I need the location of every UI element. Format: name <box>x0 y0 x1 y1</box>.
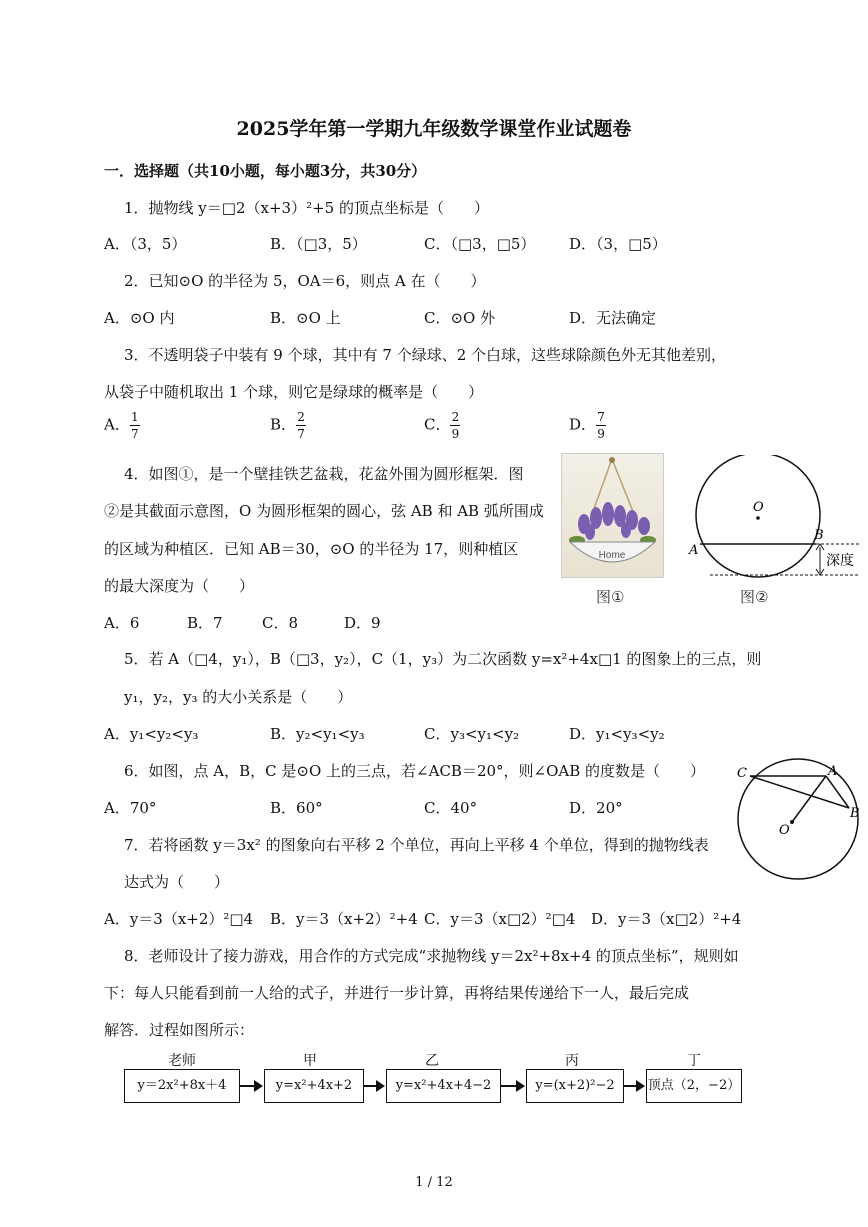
question-4-line4: 的最大深度为（ ） <box>104 577 255 595</box>
circle-cross-section-diagram <box>680 455 865 580</box>
flow-label-ding: 丁 <box>687 1053 701 1069</box>
q1-option-c: C．（□3，□5） <box>424 235 536 253</box>
q1-option-d: D．（3，□5） <box>569 235 667 253</box>
q6-option-a: A．70° <box>104 799 157 817</box>
question-8-line2: 下：每人只能看到前一人给的式子，并进行一步计算，再将结果传递给下一人，最后完成 <box>104 984 690 1002</box>
q7-option-c: C．y＝3（x□2）²□4 <box>424 910 576 928</box>
q7-option-b: B．y＝3（x+2）²+4 <box>270 910 418 928</box>
question-2-stem: 2．已知⊙O 的半径为 5，OA＝6，则点 A 在（ ） <box>124 272 486 290</box>
q5-option-c: C．y₃<y₁<y₂ <box>424 725 520 743</box>
q4-option-b: B．7 <box>187 614 223 632</box>
q6-circle-diagram <box>728 758 866 882</box>
center-label: O <box>753 500 764 515</box>
q6-option-b: B．60° <box>270 799 323 817</box>
question-8-line3: 解答．过程如图所示： <box>104 1021 255 1039</box>
q7-option-d: D．y＝3（x□2）²+4 <box>591 910 742 928</box>
q5-option-d: D．y₁<y₃<y₂ <box>569 725 665 743</box>
potted-plant-illustration <box>562 454 663 577</box>
question-7-line2: 达式为（ ） <box>124 873 230 891</box>
flow-arrow-2 <box>364 1085 383 1087</box>
q2-option-d: D．无法确定 <box>569 309 657 327</box>
question-1-stem: 1．抛物线 y＝□2（x+3）²+5 的顶点坐标是（ ） <box>124 199 489 217</box>
q5-option-a: A．y₁<y₂<y₃ <box>104 725 199 743</box>
flow-label-bing: 丙 <box>565 1053 579 1069</box>
point-o-label: O <box>779 823 790 838</box>
question-7-line1: 7．若将函数 y＝3x² 的图象向右平移 2 个单位，再向上平移 4 个单位，得到的抛物线表 <box>124 836 709 854</box>
depth-label: 深度 <box>826 553 854 569</box>
section-heading: 一．选择题（共10小题，每小题3分，共30分） <box>104 162 427 180</box>
point-a-label: A <box>828 764 838 779</box>
q4-option-c: C．8 <box>262 614 299 632</box>
question-3-stem-line1: 3．不透明袋子中装有 9 个球，其中有 7 个绿球、2 个白球，这些球除颜色外无其他差别， <box>124 346 727 364</box>
q4-option-d: D．9 <box>344 614 381 632</box>
q2-option-b: B．⊙O 上 <box>270 309 341 327</box>
flow-box-yi: y=x²+4x+4−2 <box>386 1069 501 1103</box>
question-5-line2: y₁，y₂，y₃ 的大小关系是（ ） <box>124 688 353 706</box>
figure-1-caption: 图① <box>596 588 625 606</box>
flow-arrow-4 <box>624 1085 643 1087</box>
question-4-line3: 的区域为种植区．已知 AB＝30，⊙O 的半径为 17，则种植区 <box>104 540 519 558</box>
potted-plant-photo <box>561 453 664 578</box>
question-3-stem-line2: 从袋子中随机取出 1 个球，则它是绿球的概率是（ ） <box>104 383 484 401</box>
point-b-label: B <box>850 806 860 821</box>
q3-option-d: D． $\frac{7}{9}$ <box>569 410 605 441</box>
q4-option-a: A．6 <box>104 614 140 632</box>
flow-arrow-1 <box>240 1085 261 1087</box>
point-b-label: B <box>814 528 824 543</box>
point-c-label: C <box>737 766 747 781</box>
q3-option-b: B． $\frac{2}{7}$ <box>270 410 305 441</box>
q2-option-a: A．⊙O 内 <box>104 309 175 327</box>
flow-box-ding: 顶点（2，−2） <box>646 1069 742 1103</box>
question-5-line1: 5．若 A（□4，y₁），B（□3，y₂），C（1，y₃）为二次函数 y=x²+4x□1 的图象上的三点，则 <box>124 650 762 668</box>
flow-label-yi: 乙 <box>425 1053 439 1069</box>
q5-option-b: B．y₂<y₁<y₃ <box>270 725 365 743</box>
figure-2-caption: 图② <box>740 588 769 606</box>
flow-label-teacher: 老师 <box>168 1053 196 1069</box>
q1-option-a: A．（3，5） <box>104 235 187 253</box>
q6-option-c: C．40° <box>424 799 478 817</box>
q1-option-b: B．（□3，5） <box>270 235 367 253</box>
pot-text: Home <box>598 550 626 561</box>
question-8-line1: 8．老师设计了接力游戏，用合作的方式完成“求抛物线 y＝2x²+8x+4 的顶点坐标”，规则如 <box>124 947 739 965</box>
q2-option-c: C．⊙O 外 <box>424 309 496 327</box>
page-number: 1 / 12 <box>415 1175 453 1190</box>
flow-box-jia: y=x²+4x+2 <box>264 1069 364 1103</box>
page-title: 2025学年第一学期九年级数学课堂作业试题卷 <box>236 118 632 140</box>
q3-option-a: A． $\frac{1}{7}$ <box>104 410 139 441</box>
flow-arrow-3 <box>501 1085 523 1087</box>
point-a-label: A <box>689 543 699 558</box>
frame-circle <box>696 455 820 577</box>
flow-box-bing: y=(x+2)²−2 <box>526 1069 624 1103</box>
question-6-stem: 6．如图，点 A，B，C 是⊙O 上的三点，若∠ACB＝20°，则∠OAB 的度数是（ ） <box>124 762 706 780</box>
question-4-line2: ②是其截面示意图，O 为圆形框架的圆心，弦 AB 和 AB 弧所围成 <box>104 502 544 520</box>
question-4-line1: 4．如图①，是一个壁挂铁艺盆栽，花盆外围为圆形框架．图 <box>124 465 524 483</box>
flow-box-teacher: y＝2x²+8x＋4 <box>124 1069 240 1103</box>
flow-label-jia: 甲 <box>303 1053 317 1069</box>
q6-option-d: D．20° <box>569 799 623 817</box>
q3-option-c: C． $\frac{2}{9}$ <box>424 410 460 441</box>
q7-option-a: A．y＝3（x+2）²□4 <box>104 910 254 928</box>
